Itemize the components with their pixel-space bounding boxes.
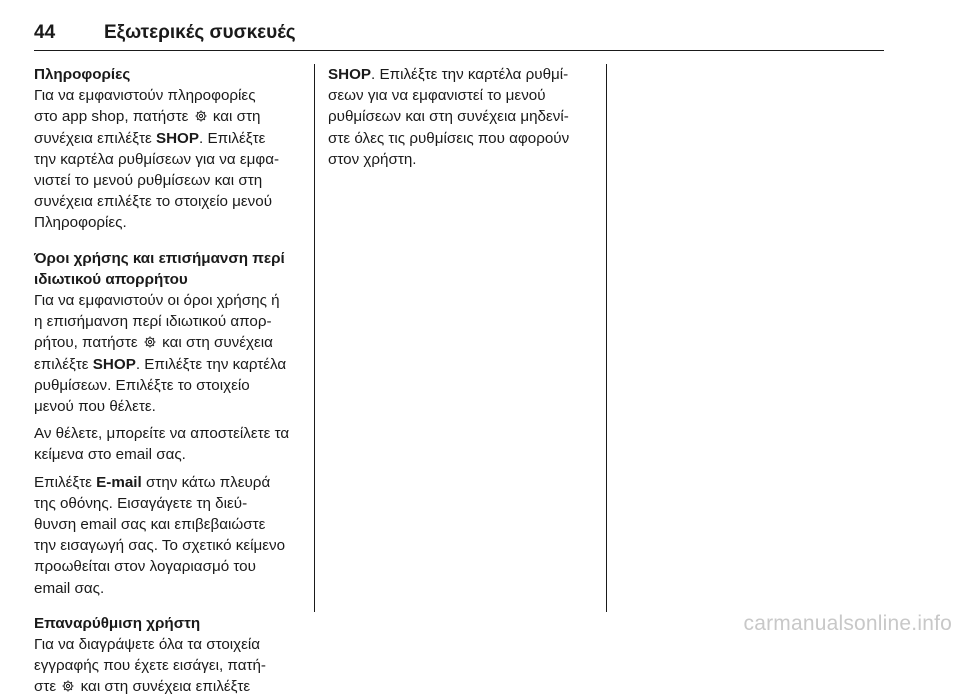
text-line: Για να διαγράψετε όλα τα στοιχεία xyxy=(34,636,261,654)
text-line: ρυθμίσεων. Επιλέξτε το στοιχείο xyxy=(34,376,250,394)
column-left xyxy=(34,64,302,698)
section-user-reset xyxy=(34,613,302,698)
text-line: επιλέξτε SHOP. Επιλέξτε την καρτέλα xyxy=(34,355,287,373)
text-line: την εισαγωγή σας. Το σχετικό κείμενο xyxy=(34,537,286,555)
page-number: 44 xyxy=(34,22,56,43)
text-line: συνέχεια επιλέξτε SHOP. Επιλέξτε xyxy=(34,129,266,147)
text-line: μενού που θέλετε. xyxy=(34,398,156,416)
text-line: νιστεί το μενού ρυθμίσεων και στη xyxy=(34,172,263,190)
text-line: Για να εμφανιστούν οι όροι χρήσης ή xyxy=(34,292,280,310)
column-divider-left xyxy=(314,64,315,612)
text-line: στο app shop, πατήστε και στη xyxy=(34,108,261,126)
text-line: σεων για να εμφανιστεί το μενού xyxy=(328,87,546,105)
text-line: ρήτου, πατήστε και στη συνέχεια xyxy=(34,334,273,352)
text-line: προωθείται στον λογαριασμό του xyxy=(34,558,256,576)
column-middle xyxy=(328,64,596,170)
column-divider-right xyxy=(606,64,607,612)
text-line: SHOP. Επιλέξτε την καρτέλα ρυθμί- xyxy=(328,66,569,83)
text-line: Αν θέλετε, μπορείτε να αποστείλετε τα xyxy=(34,425,290,443)
text-line: κείμενα στο email σας. xyxy=(34,446,186,464)
section-heading-terms: Όροι χρήσης και επισήμανση περί ιδιωτικού απορρήτου xyxy=(34,249,285,288)
section-terms-privacy xyxy=(34,248,302,599)
section-heading-user-reset: Επαναρύθμιση χρήστη xyxy=(34,614,201,632)
page-header xyxy=(34,22,884,52)
text-line: στον χρήστη. xyxy=(328,150,417,168)
text-line: συνέχεια επιλέξτε το στοιχείο μενού xyxy=(34,193,273,211)
text-line: email σας. xyxy=(34,579,105,597)
gear-icon xyxy=(62,677,74,689)
text-line: της οθόνης. Εισαγάγετε τη διεύ- xyxy=(34,494,248,512)
text-line: θυνση email σας και επιβεβαιώστε xyxy=(34,516,266,534)
text-line: στε όλες τις ρυθμίσεις που αφορούν xyxy=(328,129,570,147)
text-line: στε και στη συνέχεια επιλέξτε xyxy=(34,678,251,696)
section-information xyxy=(34,64,302,234)
header-rule xyxy=(34,50,884,51)
text-line: η επισήμανση περί ιδιωτικού απορ- xyxy=(34,313,272,331)
section-heading-information: Πληροφορίες xyxy=(34,66,131,83)
text-line: την καρτέλα ρυθμίσεων για να εμφα- xyxy=(34,150,280,168)
chapter-title: Εξωτερικές συσκευές xyxy=(104,22,296,43)
text-line: ρυθμίσεων και στη συνέχεια μηδενί- xyxy=(328,108,569,126)
watermark: carmanualsonline.info xyxy=(743,612,952,635)
text-line: Για να εμφανιστούν πληροφορίες xyxy=(34,87,256,105)
gear-icon xyxy=(195,107,207,119)
text-line: Επιλέξτε E-mail στην κάτω πλευρά xyxy=(34,473,271,491)
text-line: Πληροφορίες. xyxy=(34,214,127,232)
text-line: εγγραφής που έχετε εισάγει, πατή- xyxy=(34,657,266,675)
gear-icon xyxy=(144,333,156,345)
